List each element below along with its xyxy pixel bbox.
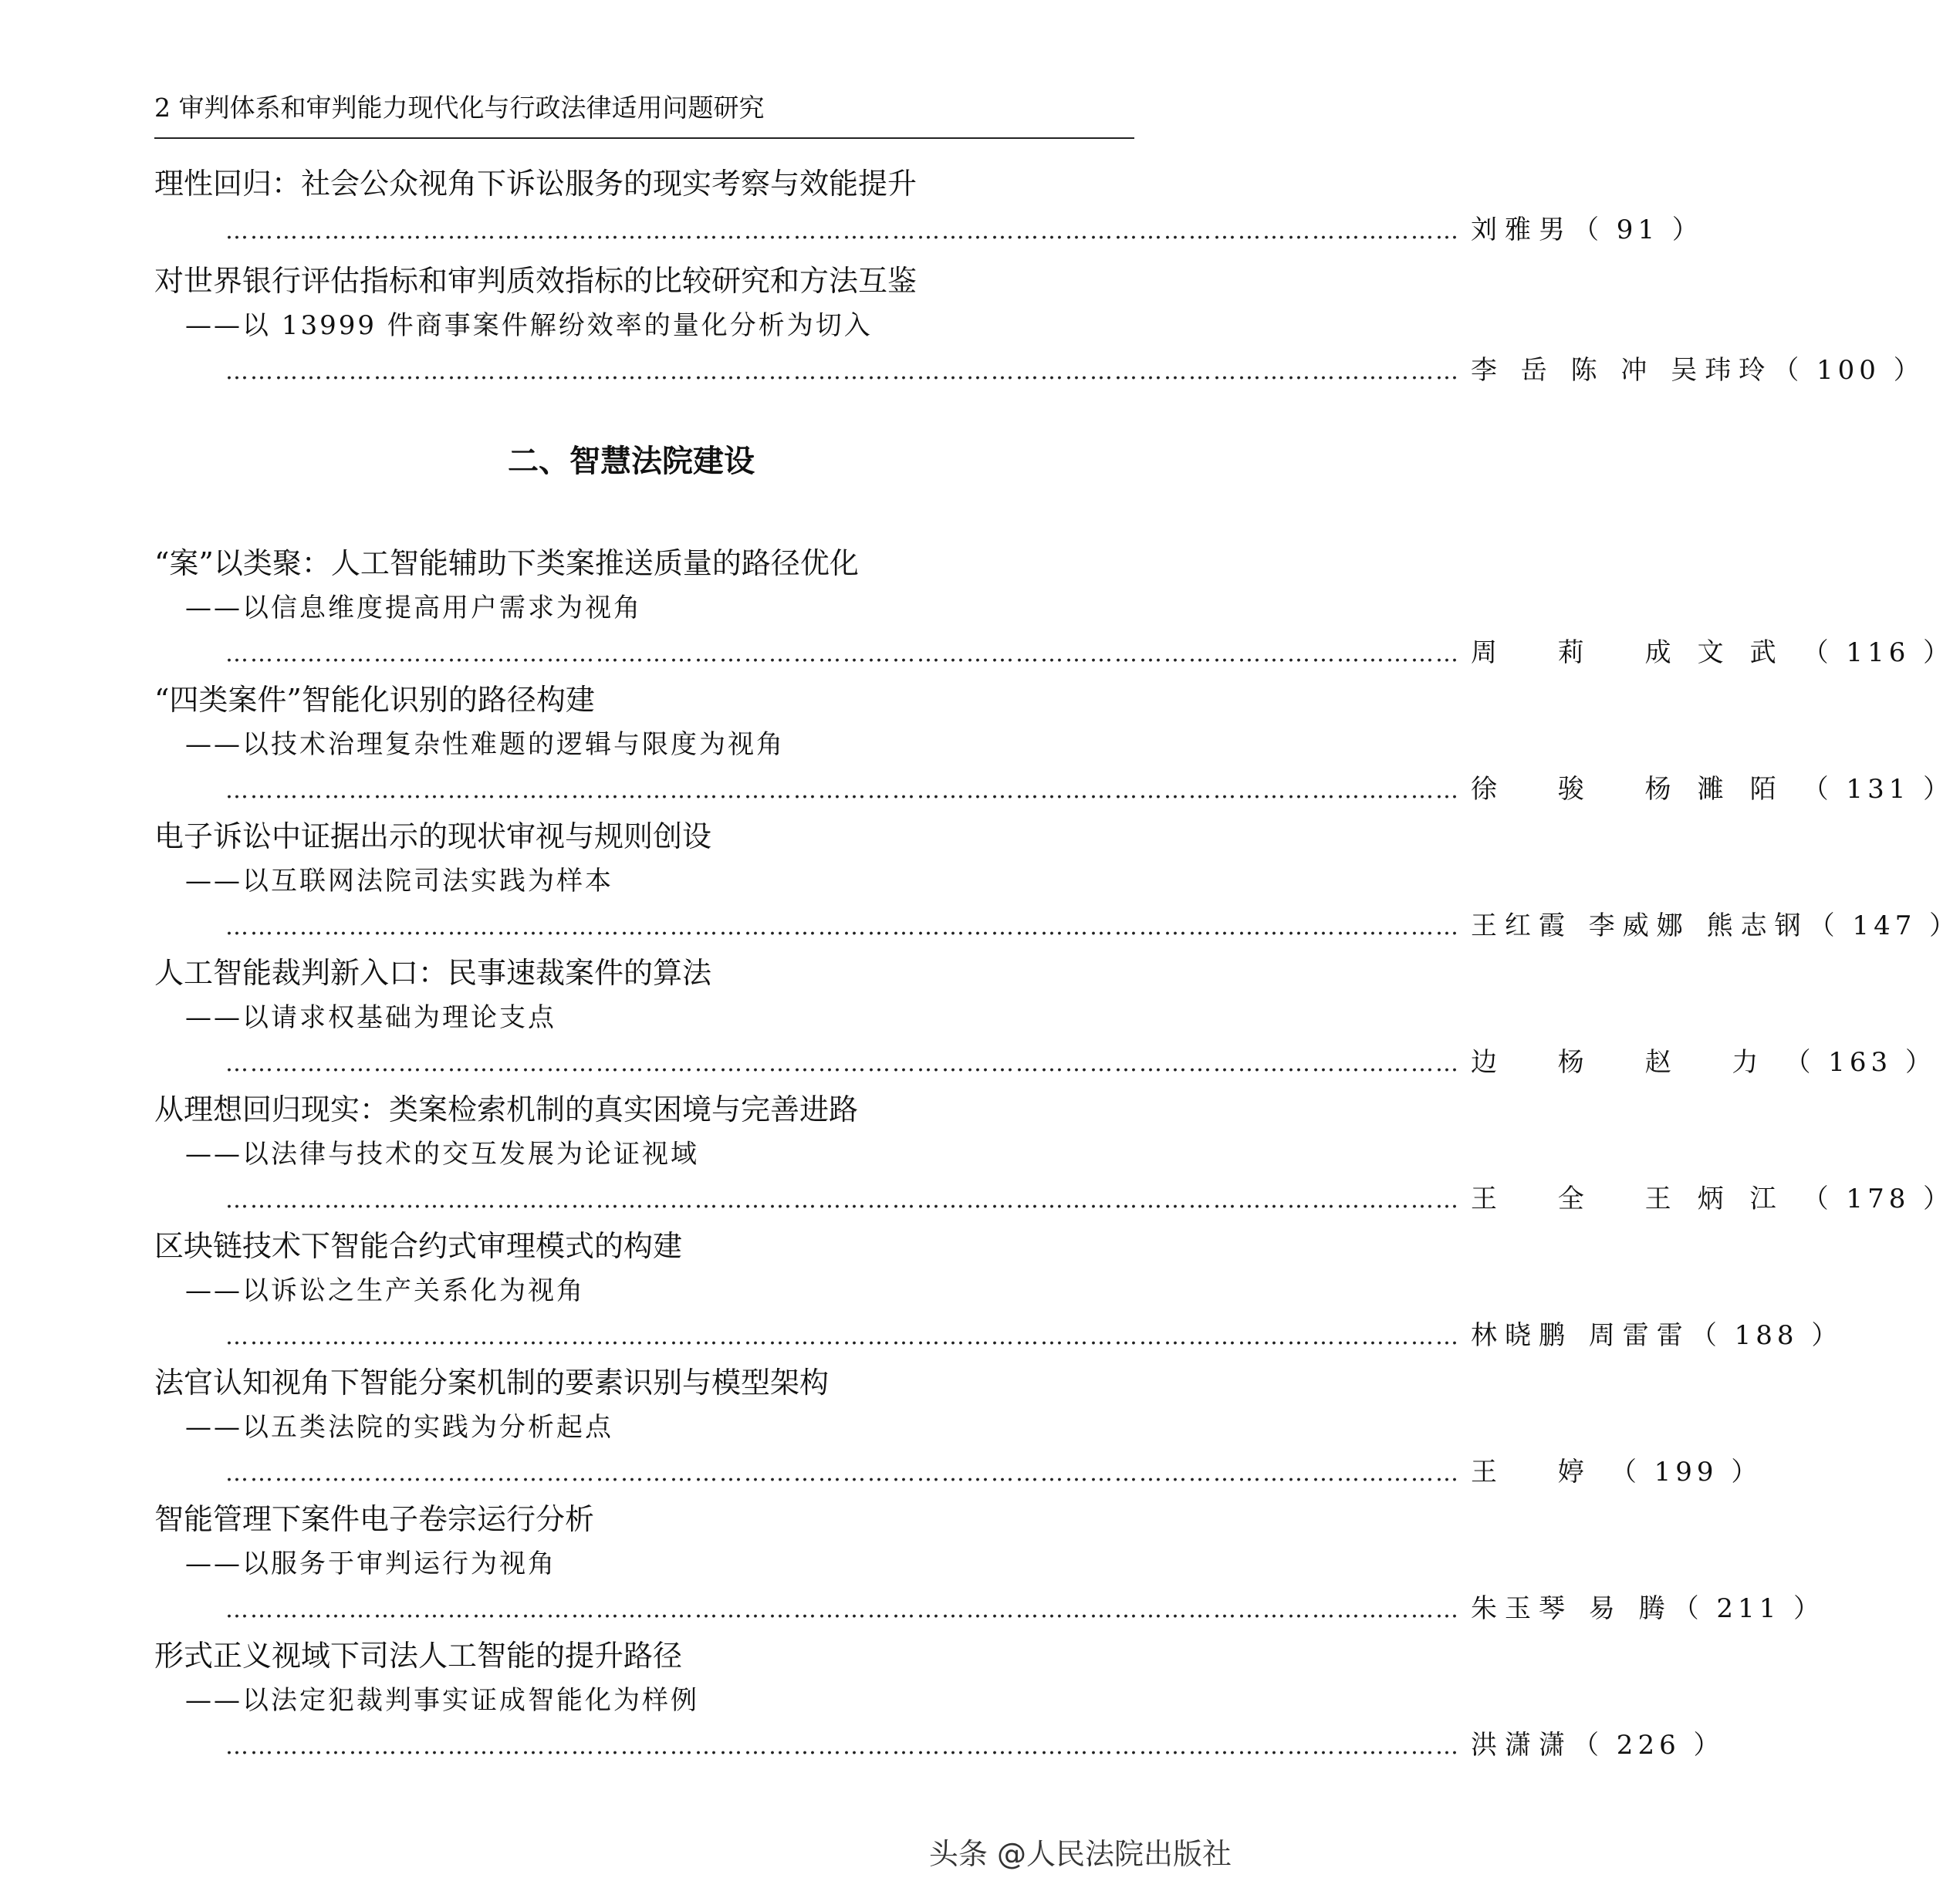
- entry-title: “四类案件”智能化识别的路径构建: [154, 683, 595, 717]
- entry-authors: 李 岳 陈 冲 吴玮玲: [1471, 355, 1773, 386]
- entry-page: （ 178 ）: [1802, 1184, 1955, 1214]
- entry-page: （ 188 ）: [1690, 1320, 1843, 1351]
- leader-line: [154, 1586, 1825, 1632]
- entry-title: 电子诉讼中证据出示的现状审视与规则创设: [154, 819, 712, 853]
- dot-leader: ……………………………………………………………………………………………………………………………………: [225, 640, 1460, 667]
- leader-line: [154, 903, 1960, 949]
- toc-entry: [154, 1359, 1762, 1495]
- dot-leader: ……………………………………………………………………………………………………………………………………: [225, 1323, 1460, 1350]
- entry-page: （ 147 ）: [1808, 910, 1960, 941]
- leader-line: [154, 1039, 1936, 1086]
- toc-entry: [154, 813, 1960, 949]
- entry-authors: 徐 骏 杨濉陌: [1471, 774, 1803, 805]
- entry-page: （ 116 ）: [1802, 637, 1955, 668]
- entry-subtitle: ——以信息维度提高用户需求为视角: [185, 593, 642, 623]
- entry-authors: 王红霞 李威娜 熊志钢: [1471, 910, 1809, 941]
- toc-entry: [154, 950, 1936, 1086]
- entry-subtitle: ——以法律与技术的交互发展为论证视域: [185, 1139, 699, 1170]
- dot-leader: ……………………………………………………………………………………………………………………………………: [225, 1460, 1460, 1487]
- entry-authors: 刘雅男: [1471, 214, 1573, 245]
- leader-line: [154, 1312, 1843, 1359]
- entry-title: 区块链技术下智能合约式审理模式的构建: [154, 1229, 683, 1263]
- entry-page: （ 100 ）: [1772, 355, 1925, 386]
- entry-authors: 洪潇潇: [1471, 1730, 1573, 1761]
- dot-leader: ……………………………………………………………………………………………………………………………………: [225, 1187, 1460, 1214]
- entry-page: （ 163 ）: [1784, 1047, 1936, 1078]
- entry-title: 对世界银行评估指标和审判质效指标的比较研究和方法互鉴: [154, 264, 917, 298]
- leader-line: [154, 1449, 1762, 1495]
- entry-subtitle: ——以法定犯裁判事实证成智能化为样例: [185, 1685, 699, 1716]
- entry-authors: 王 全 王炳江: [1471, 1184, 1803, 1214]
- dot-leader: ……………………………………………………………………………………………………………………………………: [225, 1596, 1460, 1623]
- section-title: 二、智慧法院建设: [508, 444, 755, 479]
- entry-authors: 林晓鹏 周雷雷: [1471, 1320, 1691, 1351]
- leader-line: [154, 1722, 1725, 1768]
- toc-entry: [154, 677, 1955, 812]
- entry-title: 理性回归：社会公众视角下诉讼服务的现实考察与效能提升: [154, 167, 917, 201]
- dot-leader: ……………………………………………………………………………………………………………………………………: [225, 1733, 1460, 1760]
- toc-entry: [154, 258, 1925, 393]
- toc-entry: [154, 1633, 1725, 1768]
- dot-leader: ……………………………………………………………………………………………………………………………………: [225, 777, 1460, 804]
- toc-entry: [154, 1496, 1825, 1632]
- entry-subtitle: ——以请求权基础为理论支点: [185, 1002, 556, 1033]
- running-head: 2 审判体系和审判能力现代化与行政法律适用问题研究: [154, 93, 765, 123]
- watermark-text: 头条 @人民法院出版社: [928, 1837, 1232, 1871]
- entry-page: （ 211 ）: [1672, 1593, 1825, 1624]
- toc-entry: [154, 160, 1703, 253]
- header-rule: [154, 137, 1134, 139]
- entry-title: 从理想回归现实：类案检索机制的真实困境与完善进路: [154, 1093, 859, 1126]
- dot-leader: ……………………………………………………………………………………………………………………………………: [225, 358, 1460, 385]
- entry-subtitle: ——以诉讼之生产关系化为视角: [185, 1275, 585, 1306]
- entry-authors: 王 婷: [1471, 1457, 1610, 1488]
- entry-title: “案”以类聚：人工智能辅助下类案推送质量的路径优化: [154, 546, 859, 580]
- toc-entry: [154, 1223, 1843, 1359]
- entry-subtitle: ——以服务于审判运行为视角: [185, 1548, 556, 1579]
- entry-authors: 朱玉琴 易 腾: [1471, 1593, 1673, 1624]
- dot-leader: ……………………………………………………………………………………………………………………………………: [225, 914, 1460, 941]
- entry-title: 法官认知视角下智能分案机制的要素识别与模型架构: [154, 1366, 830, 1400]
- entry-authors: 周 莉 成文武: [1471, 637, 1803, 668]
- leader-line: [154, 1176, 1955, 1222]
- toc-entry: [154, 1086, 1955, 1222]
- leader-line: [154, 630, 1955, 676]
- dot-leader: ……………………………………………………………………………………………………………………………………: [225, 218, 1460, 245]
- dot-leader: ……………………………………………………………………………………………………………………………………: [225, 1050, 1460, 1077]
- entry-page: （ 199 ）: [1610, 1457, 1762, 1488]
- entry-title: 智能管理下案件电子卷宗运行分析: [154, 1502, 595, 1536]
- entry-page: （ 226 ）: [1573, 1730, 1725, 1761]
- entry-page: （ 91 ）: [1573, 214, 1703, 245]
- entry-subtitle: ——以互联网法院司法实践为样本: [185, 866, 613, 897]
- leader-line: [154, 347, 1925, 393]
- leader-line: [154, 766, 1955, 812]
- entry-title: 人工智能裁判新入口：民事速裁案件的算法: [154, 956, 712, 990]
- entry-subtitle: ——以五类法院的实践为分析起点: [185, 1412, 613, 1443]
- entry-page: （ 131 ）: [1802, 774, 1955, 805]
- leader-line: [154, 207, 1703, 253]
- entry-title: 形式正义视域下司法人工智能的提升路径: [154, 1639, 683, 1673]
- toc-entry: [154, 540, 1955, 676]
- entry-authors: 边 杨 赵 力: [1471, 1047, 1785, 1078]
- entry-subtitle: ——以 13999 件商事案件解纷效率的量化分析为切入: [185, 310, 873, 341]
- entry-subtitle: ——以技术治理复杂性难题的逻辑与限度为视角: [185, 729, 785, 760]
